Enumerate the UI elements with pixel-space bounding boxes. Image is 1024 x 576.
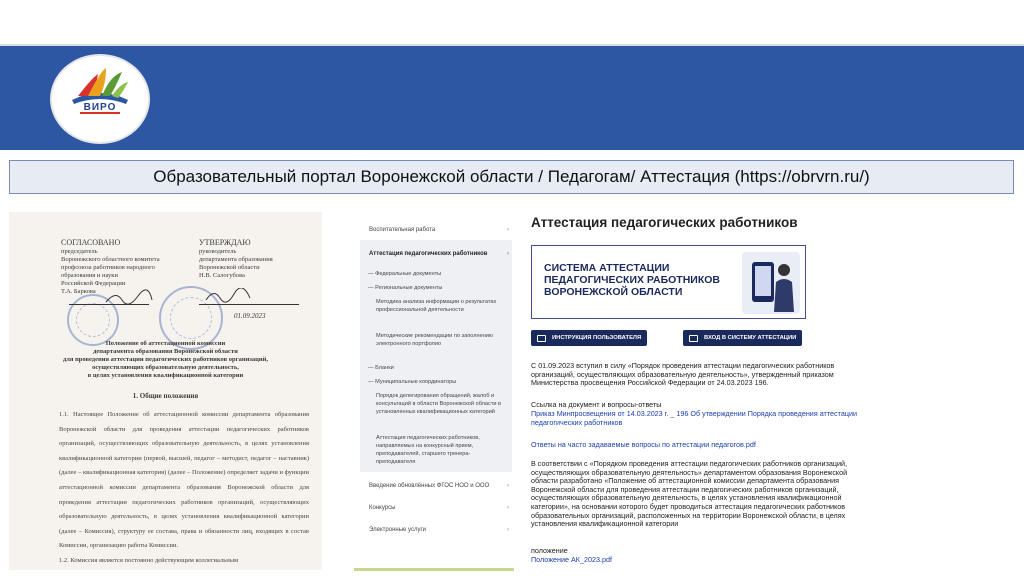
page-bottom-accent xyxy=(354,568,514,571)
chevron-right-icon: › xyxy=(507,527,509,533)
doc-line: председатель xyxy=(61,248,98,255)
faq-link[interactable]: Ответы на часто задаваемые вопросы по аттестации педагогов.pdf xyxy=(531,440,756,449)
document-section-title: 1. Общие положения xyxy=(132,392,199,400)
button-label: ИНСТРУКЦИЯ ПОЛЬЗОВАТЕЛЯ xyxy=(552,335,642,341)
slide-title-box xyxy=(9,160,1014,194)
sidebar-item-attestation[interactable] xyxy=(369,250,509,258)
links-caption: Ссылка на документ и вопросы-ответы xyxy=(531,400,662,409)
doc-heading-line: Положение об аттестационной комиссии xyxy=(105,340,226,347)
sidebar-subitem-recommendations[interactable]: Методические рекомендации по заполнению электронного портфолио xyxy=(376,333,494,347)
approval-right-block xyxy=(199,238,309,280)
banner-line: ПЕДАГОГИЧЕСКИХ РАБОТНИКОВ xyxy=(544,274,721,286)
signature-right-icon xyxy=(204,288,254,308)
user-instruction-button[interactable] xyxy=(531,330,647,346)
doc-paragraph: 1.2. Комиссия является постоянно действующим коллегиальным xyxy=(59,556,239,564)
doc-line: профсоюза работников народного xyxy=(61,264,155,271)
sidebar-item-fgos[interactable] xyxy=(369,482,509,490)
doc-heading-line: осуществляющих образовательную деятельность, xyxy=(92,364,239,371)
sidebar-subitem-regional[interactable]: — Региональные документы xyxy=(368,285,443,291)
sidebar-subitem-forms[interactable]: — Бланки xyxy=(368,365,394,371)
doc-heading-line: для проведения аттестации педагогических работников организаций, xyxy=(62,356,269,363)
sidebar-item-label: Введение обновлённых ФГОС НОО и ООО xyxy=(369,483,490,489)
sidebar-item-education[interactable] xyxy=(369,226,509,234)
sidebar-item-label: Конкурсы xyxy=(369,505,396,511)
order-link[interactable]: Приказ Минпросвещения от 14.03.2023 г. _ 196 Об утверждении Порядка проведения аттестации педагогических работников xyxy=(531,409,857,427)
chevron-right-icon: › xyxy=(507,227,509,233)
portal-page-screenshot xyxy=(354,212,864,570)
portal-sidebar xyxy=(354,212,517,570)
logo-text: ВИРО xyxy=(83,102,117,113)
doc-line: руководитель xyxy=(199,248,237,255)
banner-line: СИСТЕМА АТТЕСТАЦИИ xyxy=(544,262,670,274)
document-date: 01.09.2023 xyxy=(234,312,266,320)
regulation-pdf-link[interactable]: Положение АК_2023.pdf xyxy=(531,555,612,564)
sidebar-subitem-federal[interactable]: — Федеральные документы xyxy=(368,271,442,277)
agreed-label: СОГЛАСОВАНО xyxy=(61,238,121,247)
sidebar-item-eservices[interactable] xyxy=(369,526,509,534)
doc-heading-line: департамента образования Воронежской области xyxy=(93,348,238,355)
document-body xyxy=(59,408,309,569)
regulation-paragraph: В соответствии с «Порядком проведения аттестации педагогических работников организаций, осуществляющих образовательную деятельность» департаментом образования Воронежской области разработано «Положение об аттестационной комиссии департамента образования Воронежской области для проведения аттестации педагогических работников организаций, осуществляющих образовательную деятельность, в целях установления квалификационной категории», на основании которого будет проводиться аттестация педагогических работников образовательных организаций, расположенных на территории Воронежской области, в целях установления квалификационной категории xyxy=(531,459,848,529)
sidebar-item-label: Электронные услуги xyxy=(369,527,426,533)
sidebar-subitem-coordinators[interactable]: — Муниципальные координаторы xyxy=(368,379,457,385)
sidebar-item-contests[interactable] xyxy=(369,504,509,512)
button-label: ВХОД В СИСТЕМУ АТТЕСТАЦИИ xyxy=(704,335,797,341)
regulation-document-scan xyxy=(9,212,322,570)
portal-main-content xyxy=(531,212,864,570)
page-title: Аттестация педагогических работников xyxy=(531,215,798,230)
login-attestation-button[interactable] xyxy=(683,330,802,346)
sidebar-item-label: Воспитательная работа xyxy=(369,227,436,233)
doc-line: Российской Федерации xyxy=(61,280,126,287)
chevron-down-icon: › xyxy=(507,251,509,257)
document-icon xyxy=(537,335,546,342)
sidebar-item-label: Аттестация педагогических работников xyxy=(369,251,488,257)
banner-line: ВОРОНЕЖСКОЙ ОБЛАСТИ xyxy=(544,286,683,298)
viro-logo xyxy=(52,56,148,142)
doc-line: Воронежской области xyxy=(199,264,260,271)
slide-title: Образовательный портал Воронежской области / Педагогам/ Аттестация (https://obrvrn.ru/) xyxy=(153,167,870,186)
logo-emblem-icon xyxy=(52,56,148,142)
banner-title xyxy=(544,262,720,298)
doc-heading-line: в целях установления квалификационной категории xyxy=(87,372,244,379)
regulation-caption: положение xyxy=(531,546,568,555)
chevron-right-icon: › xyxy=(507,505,509,511)
person-with-phone-illustration-icon xyxy=(742,252,800,314)
login-icon xyxy=(689,335,698,342)
doc-line: департамента образования xyxy=(199,256,273,263)
header-band xyxy=(0,46,1024,150)
sidebar-subitem-procedure[interactable]: Порядок делегирования обращений, жалоб и консультаций в области Воронежской области в установленных квалификационных категорий xyxy=(376,393,502,415)
doc-line: Н.В. Салогубова xyxy=(199,272,245,279)
doc-line: Т.А. Баркова xyxy=(61,288,96,295)
doc-line: образования и науки xyxy=(61,272,118,279)
doc-line: Воронежского областного комитета xyxy=(61,256,160,263)
approve-label: УТВЕРЖДАЮ xyxy=(199,238,251,247)
document-heading xyxy=(19,340,312,380)
intro-paragraph: С 01.09.2023 вступил в силу «Порядок проведения аттестации педагогических работников организаций, осуществляющих образовательную деятельность», утвержденный приказом Министерства просвещения Российской Федерации от 24.03.2023 196. xyxy=(531,361,835,388)
signature-left-icon xyxy=(104,288,154,308)
sidebar-subitem-methodology[interactable]: Методика анализа информации о результатах профессиональной деятельности xyxy=(376,299,497,313)
sidebar-subitem-teachers[interactable]: Аттестация педагогических работников, направляемых на конкурсный прием, преподавателей, старшего тренера-преподавателя xyxy=(376,435,480,465)
chevron-right-icon: › xyxy=(507,483,509,489)
doc-paragraph: 1.1. Настоящее Положение об аттестационной комиссии департамента образования Воронежской области для проведения аттестации педагогических работников организаций, осуществляющих образовательную деятельность, в целях установления квалификационной категории (первой, высшей, педагог – методист, педагог – наставник) (далее – квалификационная категория) (далее – Положение) определяет задачи и функции аттестационной комиссии департамента образования Воронежской области для проведения аттестации педагогических работников организаций, осуществляющих образовательную деятельность, в целях установления квалификационной категории (далее – Комиссия), структуру ее состава, права и обязанности лиц, входящих в состав Комиссии, организацию работы Комиссии. xyxy=(59,411,309,550)
attestation-system-banner[interactable] xyxy=(531,245,806,319)
